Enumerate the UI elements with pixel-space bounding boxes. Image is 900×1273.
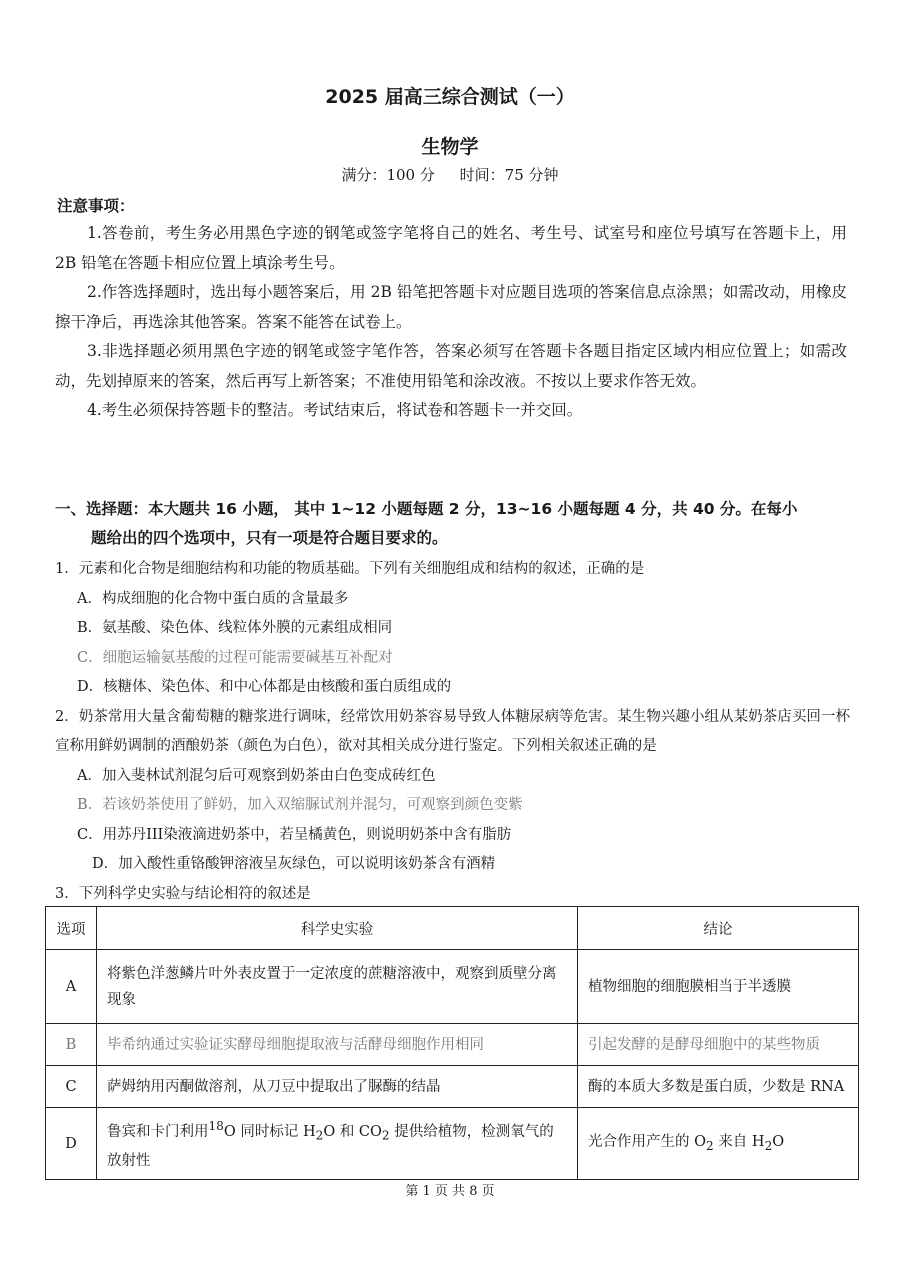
header-option: 选项 [46,907,97,950]
row-experiment: 萨姆纳用丙酮做溶剂，从刀豆中提取出了脲酶的结晶 [97,1066,578,1108]
exam-title: 2025 届高三综合测试（一） [325,86,575,108]
note-item: 3.非选择题必须用黑色字迹的钢笔或签字笔作答，答案必须写在答题卡各题目指定区域内相应位置上；如需改动，先划掉原来的答案，然后再写上新答案；不准使用铅笔和涂改液。不按以上要求作答无效。 [55,342,847,390]
question-1-option-a: A．构成细胞的化合物中蛋白质的含量最多 [77,590,349,607]
row-experiment [97,1108,578,1180]
isotope-mass: 18 [208,1118,224,1133]
note-item: 4.考生必须保持答题卡的整洁。考试结束后，将试卷和答题卡一并交回。 [87,401,583,419]
con-text: 来自 H [713,1133,765,1150]
section-heading [55,495,850,553]
subscript: 2 [706,1138,714,1153]
row-option: B [46,1024,97,1066]
exp-text: O 和 CO [323,1123,382,1140]
table-row [46,1024,859,1066]
question-3-stem: 3．下列科学史实验与结论相符的叙述是 [55,885,311,902]
question-3-table [45,906,859,1180]
exp-text: 鲁宾和卡门利用 [107,1123,209,1140]
question-2-option-d: D．加入酸性重铬酸钾溶液呈灰绿色，可以说明该奶茶含有酒精 [92,856,496,872]
question-2-option-b: B．若该奶茶使用了鲜奶，加入双缩脲试剂并混匀，可观察到颜色变紫 [77,797,523,813]
question-2-option-a: A．加入斐林试剂混匀后可观察到奶茶由白色变成砖红色 [77,767,436,784]
header-conclusion: 结论 [578,907,859,950]
subscript: 2 [315,1128,324,1143]
questions [55,555,850,909]
subscript: 2 [381,1128,390,1143]
question-1-option-d: D．核糖体、染色体、和中心体都是由核酸和蛋白质组成的 [77,679,452,695]
table-row [46,1108,859,1180]
notes-heading: 注意事项： [57,196,135,215]
page-footer: 第 1 页 共 8 页 [405,1184,495,1199]
exam-time: 时间：75 分钟 [459,166,559,184]
row-conclusion [578,1108,859,1180]
section-heading-line1: 一、选择题：本大题共 16 小题， 其中 1~12 小题每题 2 分，13~16 小题每题 4 分，共 40 分。在每小 [55,500,798,518]
question-1-option-b: B．氨基酸、染色体、线粒体外膜的元素组成相同 [77,620,393,636]
section-heading-line2: 题给出的四个选项中，只有一项是符合题目要求的。 [91,529,448,547]
note-item: 1.答卷前，考生务必用黑色字迹的钢笔或签字笔将自己的姓名、考生号、试室号和座位号填写在答题卡上，用 2B 铅笔在答题卡相应位置上填涂考生号。 [55,224,847,272]
con-text: 光合作用产生的 O [588,1133,706,1150]
note-item: 2.作答选择题时，选出每小题答案后，用 2B 铅笔把答题卡对应题目选项的答案信息点涂黑；如需改动，用橡皮擦干净后，再选涂其他答案。答案不能答在试卷上。 [55,283,847,331]
row-option: D [46,1108,97,1180]
table-row [46,950,859,1024]
row-conclusion: 引起发酵的是酵母细胞中的某些物质 [578,1024,859,1066]
notes-list [55,219,847,426]
exp-text: 提供给植物，检测氧气的放射性 [107,1123,554,1170]
row-conclusion: 酶的本质大多数是蛋白质，少数是 RNA [578,1066,859,1108]
con-text: O [772,1133,785,1150]
table-row [46,1066,859,1108]
question-2-option-c: C．用苏丹III染液滴进奶茶中，若呈橘黄色，则说明奶茶中含有脂肪 [77,826,512,843]
row-option: A [46,950,97,1024]
table-header-row [46,907,859,950]
row-conclusion: 植物细胞的细胞膜相当于半透膜 [578,950,859,1024]
row-experiment: 毕希纳通过实验证实酵母细胞提取液与活酵母细胞作用相同 [97,1024,578,1066]
full-score: 满分：100 分 [341,166,435,184]
question-1-option-c: C．细胞运输氨基酸的过程可能需要碱基互补配对 [77,649,393,666]
header-experiment: 科学史实验 [97,907,578,950]
subject-title: 生物学 [421,136,479,158]
question-1-stem: 1．元素和化合物是细胞结构和功能的物质基础。下列有关细胞组成和结构的叙述，正确的是 [55,561,645,577]
row-option: C [46,1066,97,1108]
score-time-line [0,164,900,185]
row-experiment: 将紫色洋葱鳞片叶外表皮置于一定浓度的蔗糖溶液中，观察到质壁分离现象 [97,950,578,1024]
exp-text: O 同时标记 H [223,1123,316,1140]
subscript: 2 [764,1138,773,1153]
question-2-stem: 2．奶茶常用大量含葡萄糖的糖浆进行调味，经常饮用奶茶容易导致人体糖尿病等危害。某生物兴趣小组从某奶茶店买回一杯宣称用鲜奶调制的酒酿奶茶（颜色为白色），欲对其相关成分进行鉴定。下列相关叙述正确的是 [55,708,850,754]
